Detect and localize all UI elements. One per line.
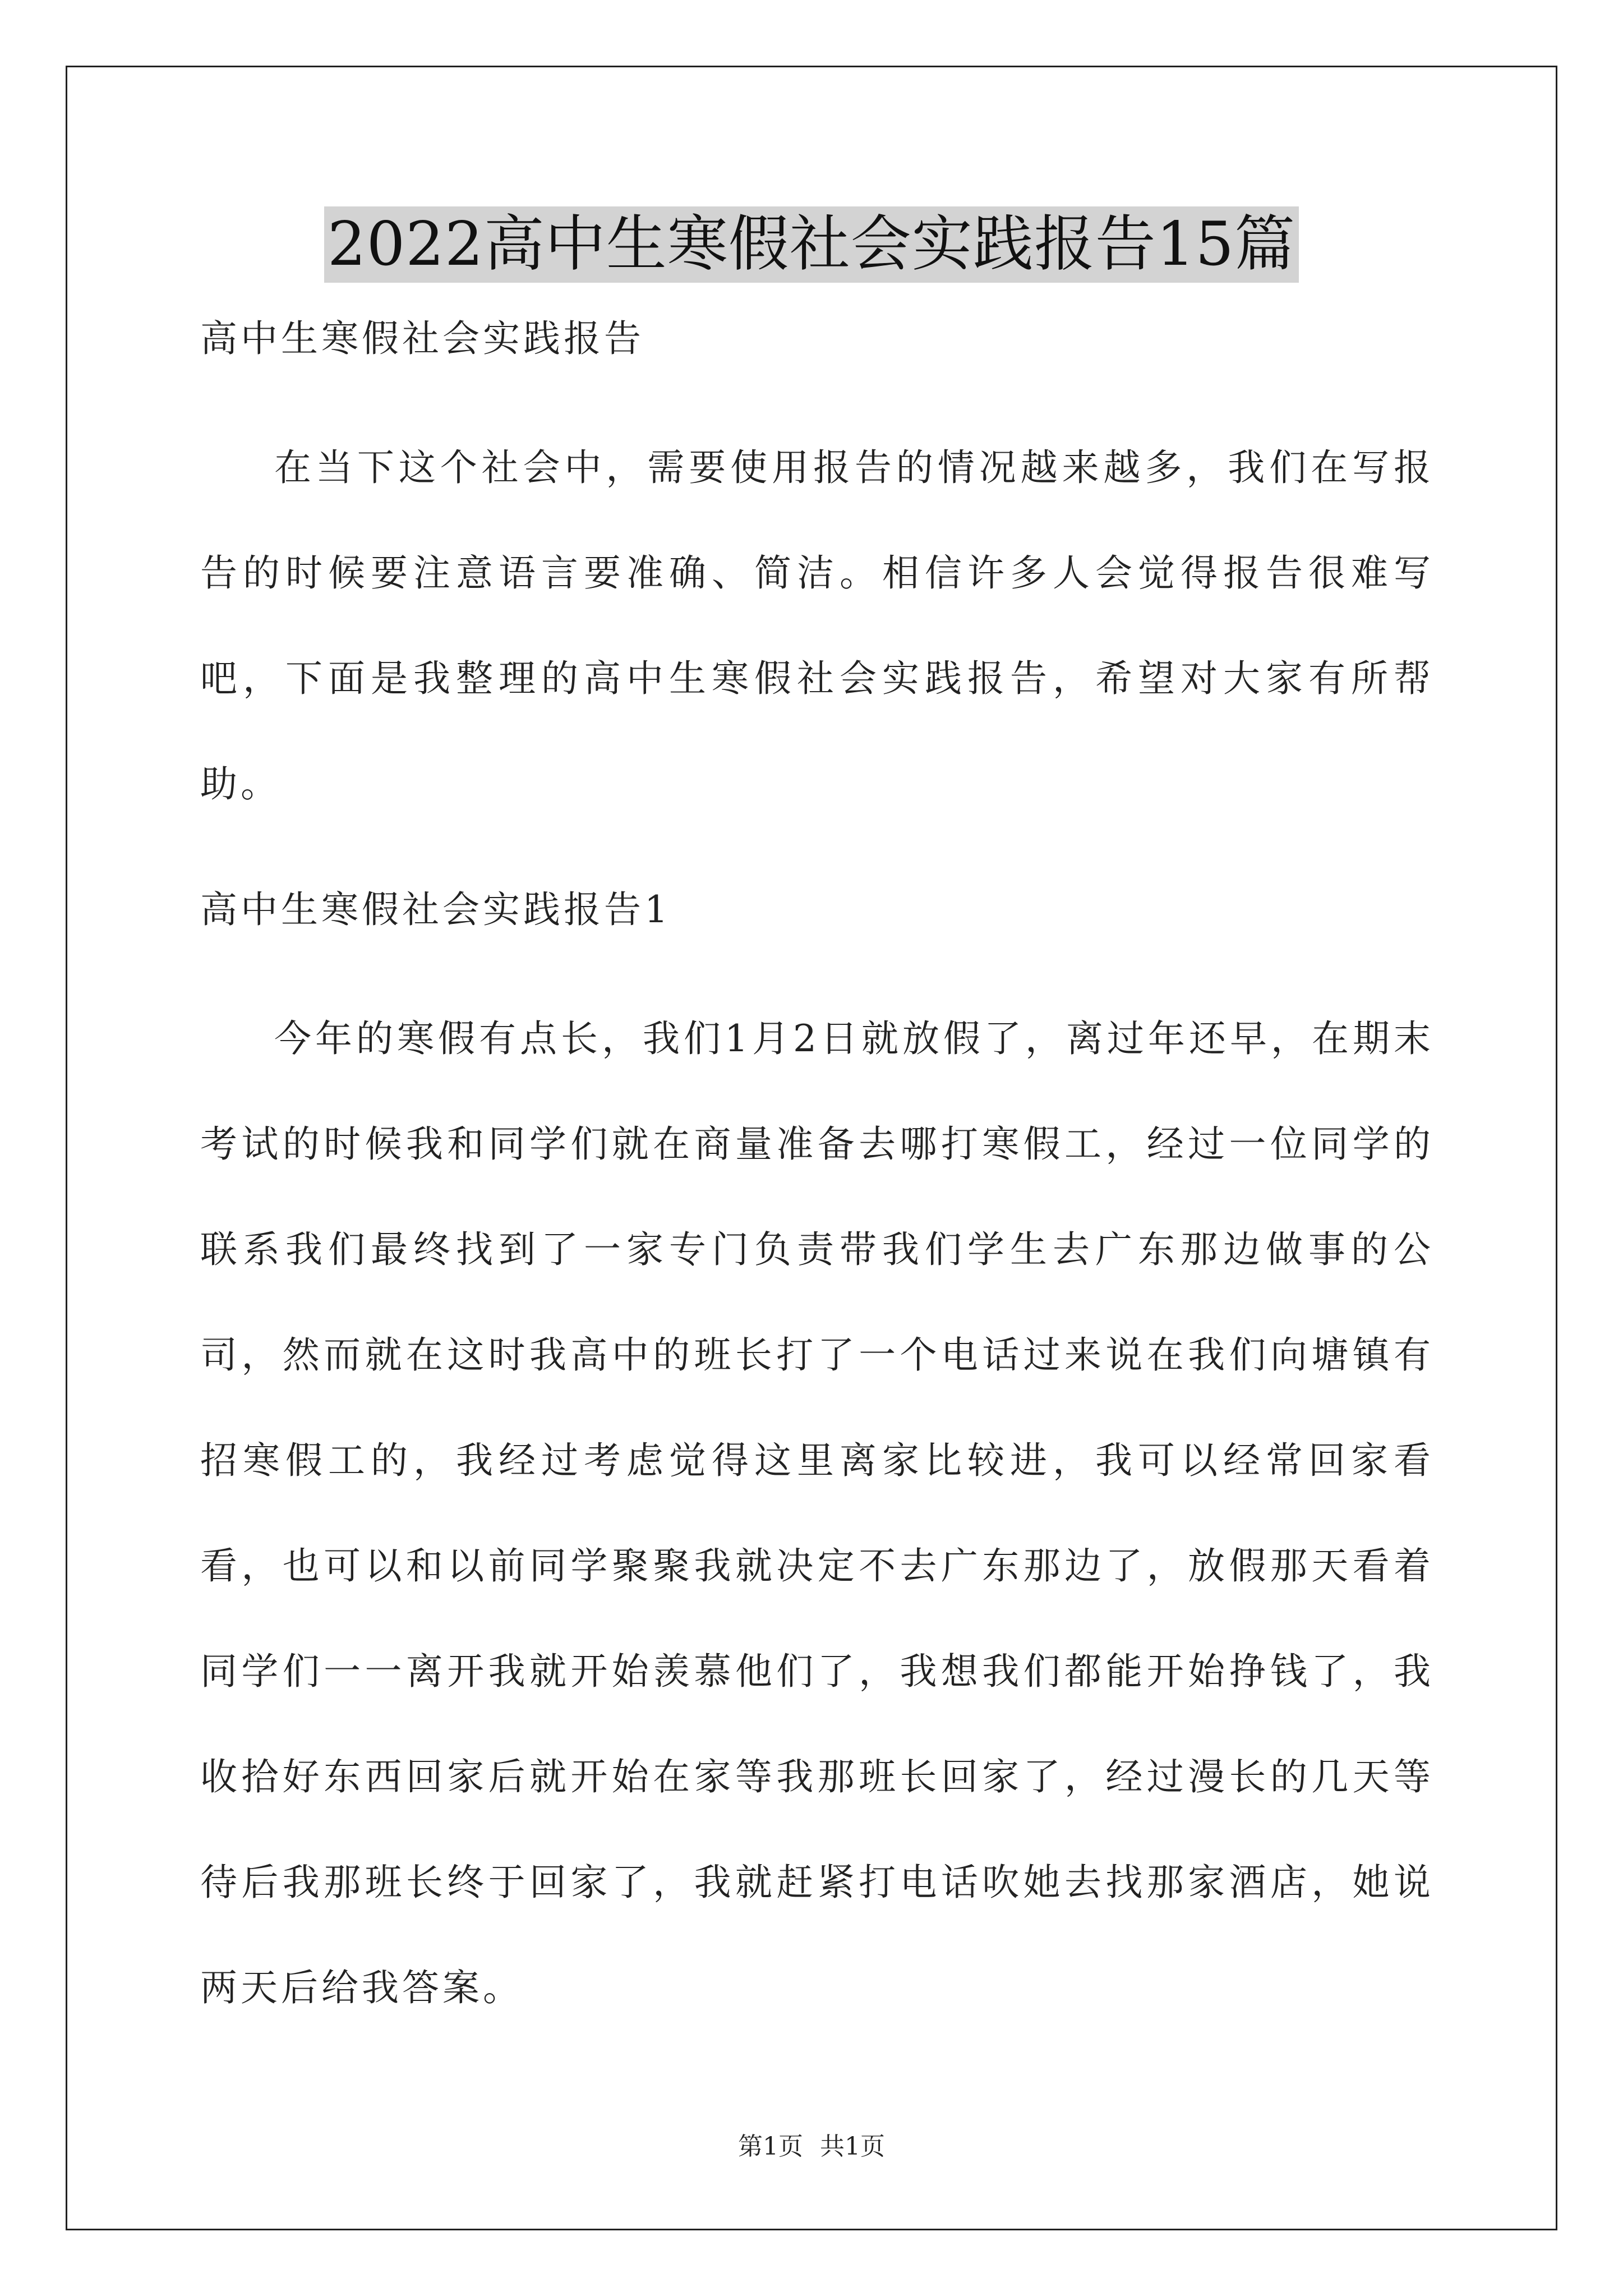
page-number: 第1页	[738, 2132, 803, 2161]
document-title: 2022高中生寒假社会实践报告15篇	[324, 206, 1299, 283]
section1-paragraph-block	[200, 986, 1434, 2041]
intro-heading: 高中生寒假社会实践报告	[200, 317, 644, 360]
title-block	[0, 206, 1623, 283]
intro-heading-block	[200, 316, 1434, 361]
page-total: 共1页	[820, 2132, 885, 2161]
section1-paragraph: 今年的寒假有点长，我们1月2日就放假了，离过年还早，在期末考试的时候我和同学们就在商量准备去哪打寒假工，经过一位同学的联系我们最终找到了一家专门负责带我们学生去广东那边做事的公司，然而就在这时我高中的班长打了一个电话过来说在我们向塘镇有招寒假工的，我经过考虑觉得这里离家比较进，我可以经常回家看看，也可以和以前同学聚聚我就决定不去广东那边了，放假那天看着同学们一一离开我就开始羡慕他们了，我想我们都能开始挣钱了，我收拾好东西回家后就开始在家等我那班长回家了，经过漫长的几天等待后我那班长终于回家了，我就赶紧打电话吹她去找那家酒店，她说两天后给我答案。	[200, 1017, 1434, 2009]
section1-heading: 高中生寒假社会实践报告1	[200, 888, 671, 931]
intro-paragraph-block	[200, 415, 1434, 837]
page-footer	[0, 2126, 1623, 2162]
intro-paragraph: 在当下这个社会中，需要使用报告的情况越来越多，我们在写报告的时候要注意语言要准确、简洁。相信许多人会觉得报告很难写吧，下面是我整理的高中生寒假社会实践报告，希望对大家有所帮助。	[200, 446, 1434, 806]
section1-heading-block	[200, 887, 1434, 932]
